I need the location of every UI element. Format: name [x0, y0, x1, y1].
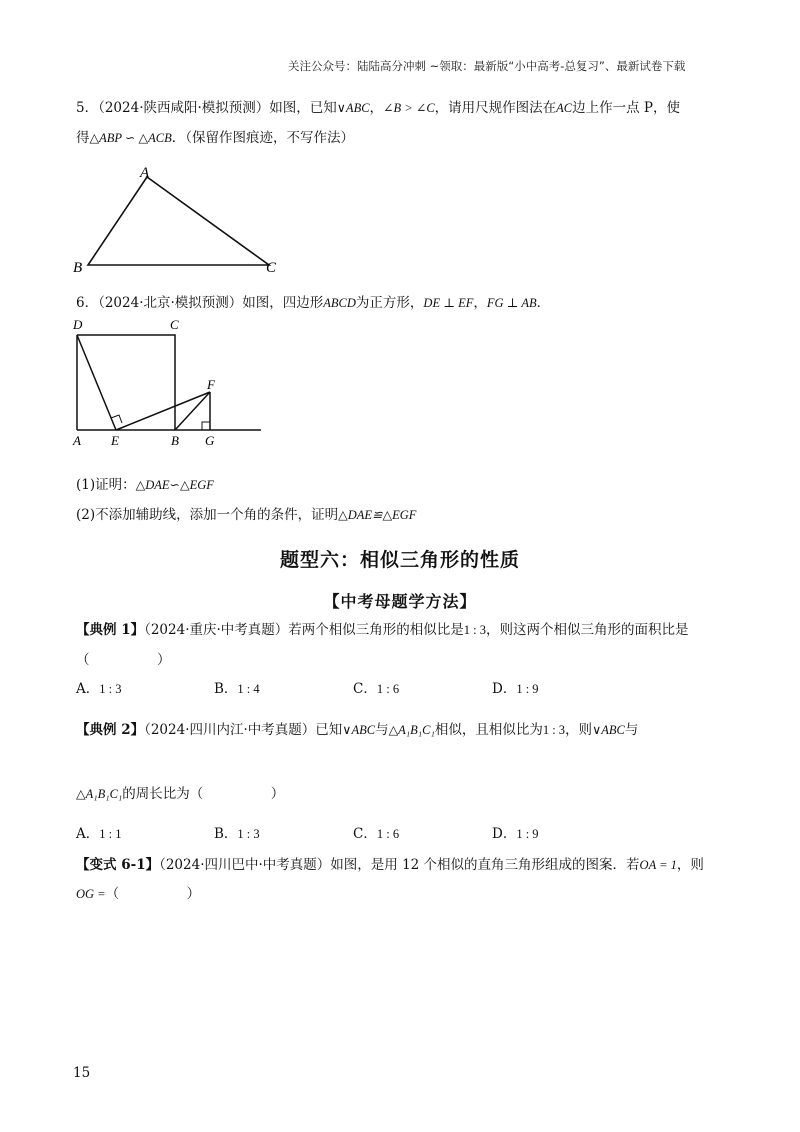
section-subtitle: 【中考母题学方法】 [323, 592, 477, 611]
q6-condition-1: DE ⊥ EF [423, 296, 474, 310]
example1-line1 [76, 620, 689, 640]
q6-part2-math: △DAE≌△EGF [338, 508, 417, 522]
example2-option-b [214, 824, 260, 844]
q6-mid: 为正方形， [355, 295, 424, 311]
q6-label-e: E [111, 433, 119, 448]
q5-line2-suffix: ．（保留作图痕迹，不写作法） [171, 130, 354, 146]
q6-comma: ， [473, 295, 487, 311]
q6-label-a: A [73, 433, 81, 448]
option-letter: A． [76, 826, 100, 842]
q6-part1-prefix: (1)证明： [76, 477, 136, 493]
example1-option-b [214, 679, 260, 699]
option-value: 1 : 3 [237, 827, 260, 841]
q6-segment-ef [116, 392, 210, 430]
variation61-line1 [76, 855, 704, 875]
option-letter: C． [353, 681, 377, 697]
example1-option-a [76, 679, 121, 699]
q6-part2-prefix: (2)不添加辅助线，添加一个角的条件，证明 [76, 507, 339, 523]
example1-option-d [492, 679, 539, 699]
q6-label-f: F [207, 377, 215, 392]
page-number: 15 [73, 1065, 91, 1081]
option-letter: C． [353, 826, 377, 842]
q5-line1-prefix: 5．（2024·陕西咸阳·模拟预测）如图，已知 [76, 100, 337, 116]
option-letter: D． [492, 826, 517, 842]
q6-period: ． [536, 295, 551, 311]
q6-segment-bf [175, 392, 210, 430]
example2-line2 [76, 784, 284, 804]
example1-option-c [353, 679, 399, 699]
example2-tag: 【典例 2】 [76, 722, 145, 738]
q6-part1 [76, 475, 214, 495]
q5-line2 [76, 128, 354, 148]
option-letter: A． [76, 681, 100, 697]
q5-angle-condition: ∠B > ∠C [383, 101, 435, 115]
q6-right-angle-g [202, 422, 210, 430]
variation61-tag: 【变式 6-1】 [76, 857, 160, 873]
variation61-line2 [76, 884, 200, 904]
q6-part1-math: △DAE∽△EGF [135, 478, 214, 492]
variation61-text2: ，则 [676, 857, 704, 873]
example1-tag: 【典例 1】 [76, 622, 145, 638]
variation61-text: （2024·四川巴中·中考真题）如图，是用 12 个相似的直角三角形组成的图案．若 [159, 857, 640, 873]
example2-tri3: ∨ABC [592, 723, 625, 737]
example2-tri1: ∨ABC [342, 723, 376, 737]
example2-line1 [76, 720, 638, 740]
q5-line2-prefix: 得 [76, 130, 90, 146]
section-title: 题型六：相似三角形的性质 [279, 549, 520, 571]
example2-option-d [492, 824, 539, 844]
q6-condition-2: FG ⊥ AB [486, 296, 537, 310]
q5-triangle-figure [60, 160, 300, 280]
example1-text2: ，则这两个相似三角形的面积比是 [486, 622, 689, 638]
example2-and: 与 [375, 722, 389, 738]
q6-line-prefix: 6．（2024·北京·模拟预测）如图，四边形 [76, 295, 324, 311]
option-value: 1 : 6 [376, 827, 400, 841]
q6-quadrilateral: ABCD [323, 296, 356, 310]
option-value: 1 : 9 [516, 827, 539, 841]
q5-line1 [76, 98, 680, 118]
example2-text4: 的周长比为（ ） [122, 786, 285, 802]
q6-label-g: G [205, 433, 215, 448]
example1-blank: （ ） [76, 652, 171, 668]
option-value: 1 : 9 [516, 682, 539, 696]
example2-text3: ，则 [565, 722, 593, 738]
q5-triangle-abc: ∨ABC [336, 101, 370, 115]
option-value: 1 : 4 [237, 682, 260, 696]
q5-comma: ， [369, 100, 384, 116]
q6-label-d: D [73, 317, 83, 332]
option-value: 1 : 3 [99, 682, 122, 696]
q6-label-c: C [170, 317, 179, 332]
q6-part2 [76, 505, 416, 525]
example1-ratio: 1 : 3 [463, 623, 487, 637]
option-letter: B． [214, 681, 238, 697]
example2-text2: 相似，且相似比为 [434, 722, 543, 738]
example2-text: （2024·四川内江·中考真题）已知 [144, 722, 343, 738]
option-value: 1 : 1 [99, 827, 122, 841]
example2-and2: 与 [624, 722, 639, 738]
example2-option-a [76, 824, 121, 844]
option-letter: D． [492, 681, 517, 697]
example2-tri2: △A₁B₁C₁ [388, 723, 435, 737]
variation61-ask: OG = [76, 887, 106, 901]
q5-line1-suffix: 边上作一点 P，使 [572, 100, 681, 116]
q6-square-figure [65, 315, 275, 450]
option-value: 1 : 6 [376, 682, 400, 696]
q5-label-a: A [140, 165, 150, 181]
q5-triangle-abc-shape [88, 177, 269, 265]
q5-label-c: C [266, 260, 277, 276]
q6-line1 [76, 293, 550, 313]
example1-text: （2024·重庆·中考真题）若两个相似三角形的相似比是 [144, 622, 464, 638]
variation61-condition: OA = 1 [639, 858, 677, 872]
q5-line1-mid: ，请用尺规作图法在 [434, 100, 557, 116]
q6-label-b: B [171, 433, 179, 448]
example2-tri4: △A₁B₁C₁ [76, 787, 123, 801]
q6-side-dc-cb [77, 335, 175, 430]
q6-segment-de [77, 335, 116, 430]
page-header: 关注公众号：陆陆高分冲刺 ~领取：最新版“小中高考-总复习”、最新试卷下载 [288, 59, 686, 73]
variation61-blank: （ ） [105, 886, 201, 902]
q5-label-b: B [73, 260, 83, 276]
example2-ratio: 1 : 3 [542, 723, 566, 737]
q5-similarity-text: △ABP ∽ △ACB [89, 131, 172, 145]
q5-segment-ac: AC [556, 101, 573, 115]
option-letter: B． [214, 826, 238, 842]
example2-option-c [353, 824, 399, 844]
